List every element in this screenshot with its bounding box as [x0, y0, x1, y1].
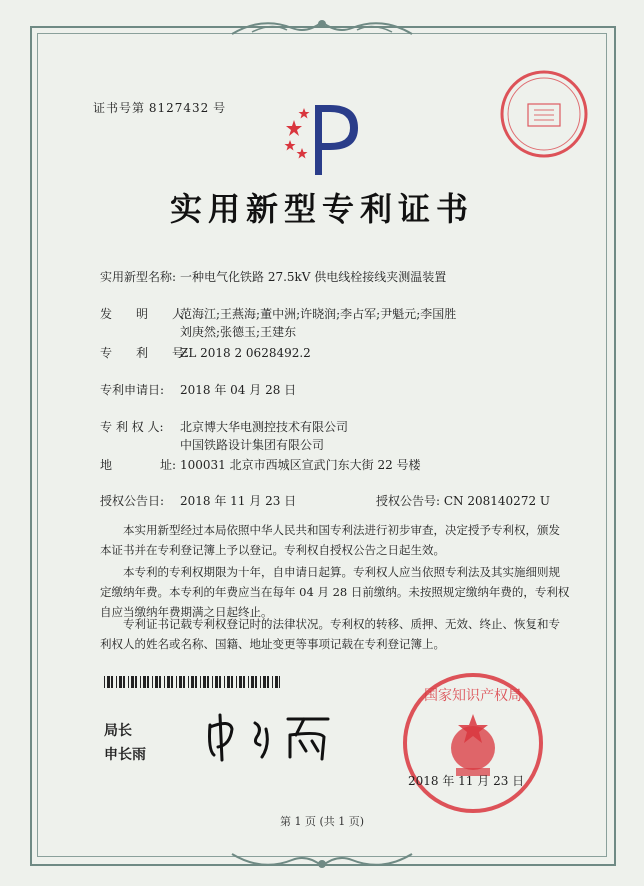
bottom-ornament-icon: [222, 848, 422, 874]
grant-date-label: 授权公告日:: [100, 494, 165, 508]
barcode-icon: [104, 676, 280, 688]
page-number: 第 1 页 (共 1 页): [279, 815, 365, 828]
patent-number: ZL 2018 2 0628492.2: [180, 346, 311, 360]
cnipa-seal-icon: [398, 668, 548, 818]
filing-date-row: [100, 381, 296, 399]
paragraph-1: 本实用新型经过本局依照中华人民共和国专利法进行初步审查，决定授予专利权，颁发本证书并在专利登记簿上予以登记。专利权自授权公告之日起生效。: [100, 523, 560, 557]
director-role: 局长: [104, 723, 132, 739]
filing-date-label: 专利申请日:: [100, 383, 165, 397]
seal-text: 国家知识产权局: [424, 688, 522, 704]
name-row: [100, 268, 446, 286]
inventor-row: [100, 305, 456, 323]
grant-number: CN 208140272 U: [443, 494, 551, 508]
patentee-1: 北京博大华电测控技术有限公司: [180, 420, 349, 434]
filing-date: 2018 年 04 月 28 日: [180, 383, 297, 397]
utility-model-name: 一种电气化铁路 27.5kV 供电线栓接线夹测温装置: [180, 270, 447, 284]
cnipa-logo-icon: [280, 90, 370, 180]
address-label: 地 址:: [100, 458, 177, 472]
patentee-label: 专 利 权 人:: [100, 420, 164, 434]
inventors-line-2: 刘庚然;张德玉;王建东: [180, 325, 297, 339]
address-row: [100, 456, 421, 474]
grant-no-row: [376, 492, 550, 510]
grant-no-label: 授权公告号:: [376, 494, 441, 508]
paragraph-2: 本专利的专利权期限为十年，自申请日起算。专利权人应当依照专利法及其实施细则规定缴纳年费。本专利的年费应当在每年 04 月 28 日前缴纳。未按照规定缴纳年费的，专利权自应当缴纳年费期满之日起终止。: [100, 565, 570, 619]
top-ornament-icon: [222, 14, 422, 40]
address: 100031 北京市西城区宣武门东大街 22 号楼: [180, 458, 421, 472]
patent-no-row: [100, 344, 311, 362]
paragraph-3: 专利证书记载专利权登记时的法律状况。专利权的转移、质押、无效、终止、恢复和专利权人的姓名或名称、国籍、地址变更等事项记载在专利登记簿上。: [100, 617, 560, 651]
certificate-number: 证书号第 8127432 号: [93, 101, 227, 115]
director-name: 申长雨: [104, 747, 146, 763]
inventor-label: 发 明 人:: [100, 307, 189, 321]
grant-date-row: [100, 492, 296, 510]
agent-seal-icon: [498, 68, 590, 160]
grant-date: 2018 年 11 月 23 日: [180, 494, 297, 508]
seal-date: 2018 年 11 月 23 日: [408, 774, 525, 788]
patentee-row: [100, 418, 348, 436]
certificate-title: 实用新型专利证书: [169, 190, 474, 228]
name-label: 实用新型名称:: [100, 270, 177, 284]
patentee-2: 中国铁路设计集团有限公司: [180, 438, 325, 452]
director-signature-icon: [200, 705, 350, 765]
inventors-line-1: 范海江;王燕海;董中洲;许晓润;李占军;尹魁元;李国胜: [180, 307, 457, 321]
patent-no-label: 专 利 号:: [100, 346, 189, 360]
